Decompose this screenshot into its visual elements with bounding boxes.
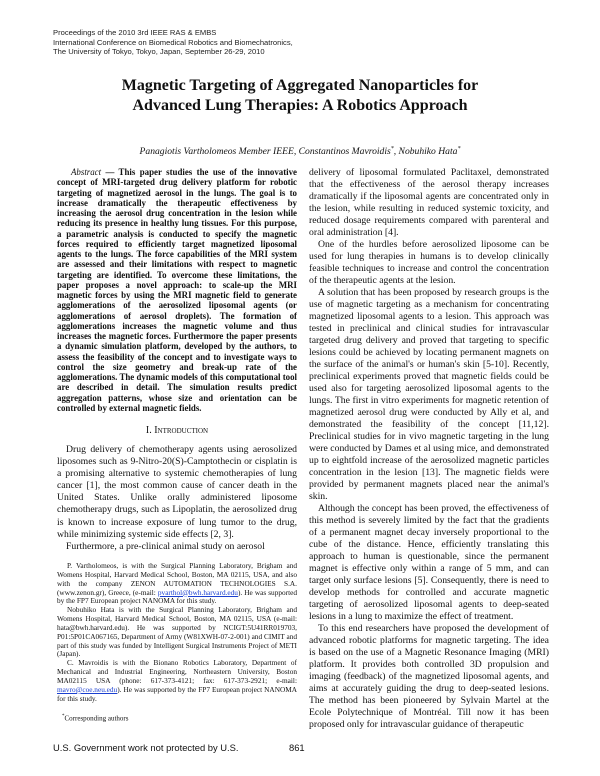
left-column <box>57 167 297 553</box>
corresponding-mark: * <box>62 714 65 719</box>
author-separator: , <box>393 146 399 158</box>
footnote <box>57 562 297 606</box>
footnote-text: C. Mavroidis is with the Bionano Robotics Laboratory, Department of Mechanical and Industrial Engineering, Northeastern University, Boston MA02115 USA (phone: 617-373-4121; fax: 617-373-2921; e-mail: <box>57 658 297 685</box>
footnote <box>57 659 297 703</box>
corresponding-mark: * <box>457 146 461 152</box>
proceedings-line: The University of Tokyo, Tokyo, Japan, September 26-29, 2010 <box>53 47 265 57</box>
footnote-text: ). He was supported by the FP7 European project NANOMA for this study. <box>57 684 297 703</box>
author-list <box>0 146 600 157</box>
abstract-text: — This paper studies the use of the innovative concept of MRI-targeted drug delivery platform for robotic targeting of magnetized aerosol in the lungs. The goal is to increase dramatically the therapeutic effectiveness by increasing the aerosol drug concentration in the lesion while reducing its presence in healthy lung tissues. For this purpose, a parametric analysis is conducted to specify the magnetic forces required to efficiently target magnetized liposomal agents to the lungs. The force capabilities of the MRI system are assessed and their limitations with respect to magnetic targeting are identified. To overcome these limitations, the paper proposes a novel approach: to scale-up the MRI magnetic forces by using the MRI magnetic field to generate agglomerations of the aerosolized liposomal agents (or agglomerations of aerosol droplets). The formation of agglomerations increases the magnetic volume and thus increases the magnetic forces. Furthermore the paper presents a dynamic simulation platform, developed by the authors, to assess the feasibility of the concept and to investigate ways to control the size geometry and break-up rate of the agglomerations. The dynamic models of this computational tool are described in detail. The simulation results predict aggregation patterns, whose size and orientation can be controlled by external magnetic fields. <box>57 167 297 413</box>
corresponding-authors-note <box>62 714 128 722</box>
paragraph: To this end researchers have proposed the development of advanced robotic platforms for magnetic targeting. The idea is based on the use of a Magnetic Resonance Imaging (MRI) platform. It provides both controlled 3D propulsion and imaging (feedback) of the magnetized liposomal agents, and aims at accurately guiding the drug to deep-seated lesions. The method has been pioneered by Sylvain Martel at the Ecole Polytechnique of Montréal. Till now it has been proposed only for intravascular guidance of therapeutic <box>309 623 549 730</box>
footnote-text: ). He was supported by the FP7 European project NANOMA for this study. <box>57 587 297 606</box>
paragraph: Drug delivery of chemotherapy agents using aerosolized liposomes such as 9-Nitro-20(S)-Camptothecin or cisplatin is a promising alternative to systemic chemotherapies of lung cancer [1], the most common cause of cancer death in the United States. Unlike orally administered liposome chemotherapy drugs, such as Lipoplatin, the aerosolized drug is known to increase exposure of lung tumor to the drug, while minimizing systemic side effects [2, 3]. <box>57 444 297 540</box>
author: Constantinos Mavroidis <box>298 146 391 158</box>
copyright-footer: U.S. Government work not protected by U.S. <box>53 742 239 753</box>
title-line: Magnetic Targeting of Aggregated Nanoparticles for <box>121 77 479 94</box>
page-number: 861 <box>289 742 305 753</box>
paragraph: Furthermore, a pre-clinical animal study on aerosol <box>66 540 265 552</box>
email-link[interactable]: pvarthol@bwh.harvard.edu <box>157 587 238 597</box>
abstract-label: Abstract <box>71 167 102 177</box>
title-line: Advanced Lung Therapies: A Robotics Approach <box>132 97 468 114</box>
footnote-text: P. Vartholomeos, is with the Surgical Planning Laboratory, Brigham and Womens Hospital, Harvard Medical School, Boston, MA 02115, USA, and also with the company ZENON AUTOMATION TECHNOLOGIES S.A. (www.zenon.gr), Greece, (e-mail: <box>57 561 297 597</box>
section-heading: I. Introduction <box>145 425 209 436</box>
paragraph: delivery of liposomal formulated Paclitaxel, demonstrated that the effectiveness of the aerosol therapy increases dramatically if the liposomal agents are concentrated only in the lesion, while resulting in reduced systemic toxicity, and reduced dosage requirements compared with parenteral and oral administration [4]. <box>309 167 549 238</box>
corresponding-mark: * <box>390 146 394 152</box>
proceedings-header <box>53 28 293 57</box>
paragraph: One of the hurdles before aerosolized liposome can be used for lung therapies in humans is to develop clinically feasible techniques to increase and control the concentration of the therapeutic agents at the lesion. <box>309 239 549 286</box>
author: Nobuhiko Hata <box>398 146 458 158</box>
paragraph: Although the concept has been proved, the effectiveness of this method is severely limited by the fact that the gradients of a permanent magnet decay inversely proportional to the cube of the distance. Hence, efficiently translating this approach to human is questionable, since the permanent magnet is effective only within a range of 5 mm, and can target only surface lesions [5]. Consequently, there is need to develop methods for controlled and accurate magnetic targeting of aerosolized liposomal agents to deep-seated lesions in a lung to maximize the effect of treatment. <box>309 503 549 622</box>
paragraph: A solution that has been proposed by research groups is the use of magnetic targeting as a mechanism for concentrating magnetized liposomal agents to a lesion. This approach was tested in preclinical and clinical studies for intravascular targeted drug delivery and proved that targeting to specific lesions could be achieved by locating permanent magnets on the surface of the animal's or human's skin [5-10]. Recently, preclinical experiments proved that magnetic fields could be used also for targeting aerosolized liposomal agents to the lungs. The first in vitro experiments for magnetic retention of magnetized aerosol drug were conducted by Ally et al, and demonstrated the feasibility of the concept [11,12]. Preclinical studies for in vivo magnetic targeting in the lung were conducted by Dames et al using mice, and demonstrated up to eightfold increase of the aerosolized magnetic particles concentration in the lesion [13]. The magnetic fields were provided by permanent magnets placed near the animal's skin. <box>309 287 549 502</box>
corresponding-text: Corresponding authors <box>64 714 129 723</box>
footnote: Nobuhiko Hata is with the Surgical Planning Laboratory, Brigham and Womens Hospital, Harvard Medical School, Boston, MA 02115, USA (e-mail: hata@bwh.harvard.edu). He was supported by NCIGT:5U41RR019703, P01:5P01CA067165, Department of Army (W81XWH-07-2-001) and CIMIT and part of this study was funded by Intelligent Surgical Instruments Project of METI (Japan). <box>57 605 297 659</box>
author: Panagiotis Vartholomeos Member IEEE, <box>139 146 299 158</box>
right-column <box>309 167 549 731</box>
abstract <box>57 167 297 413</box>
footnotes <box>57 562 297 704</box>
proceedings-line: International Conference on Biomedical Robotics and Biomechatronics, <box>53 37 293 47</box>
proceedings-line: Proceedings of the 2010 3rd IEEE RAS & EMBS <box>53 28 217 37</box>
paper-title <box>0 76 600 116</box>
email-link[interactable]: mavro@coe.neu.edu <box>57 684 118 694</box>
